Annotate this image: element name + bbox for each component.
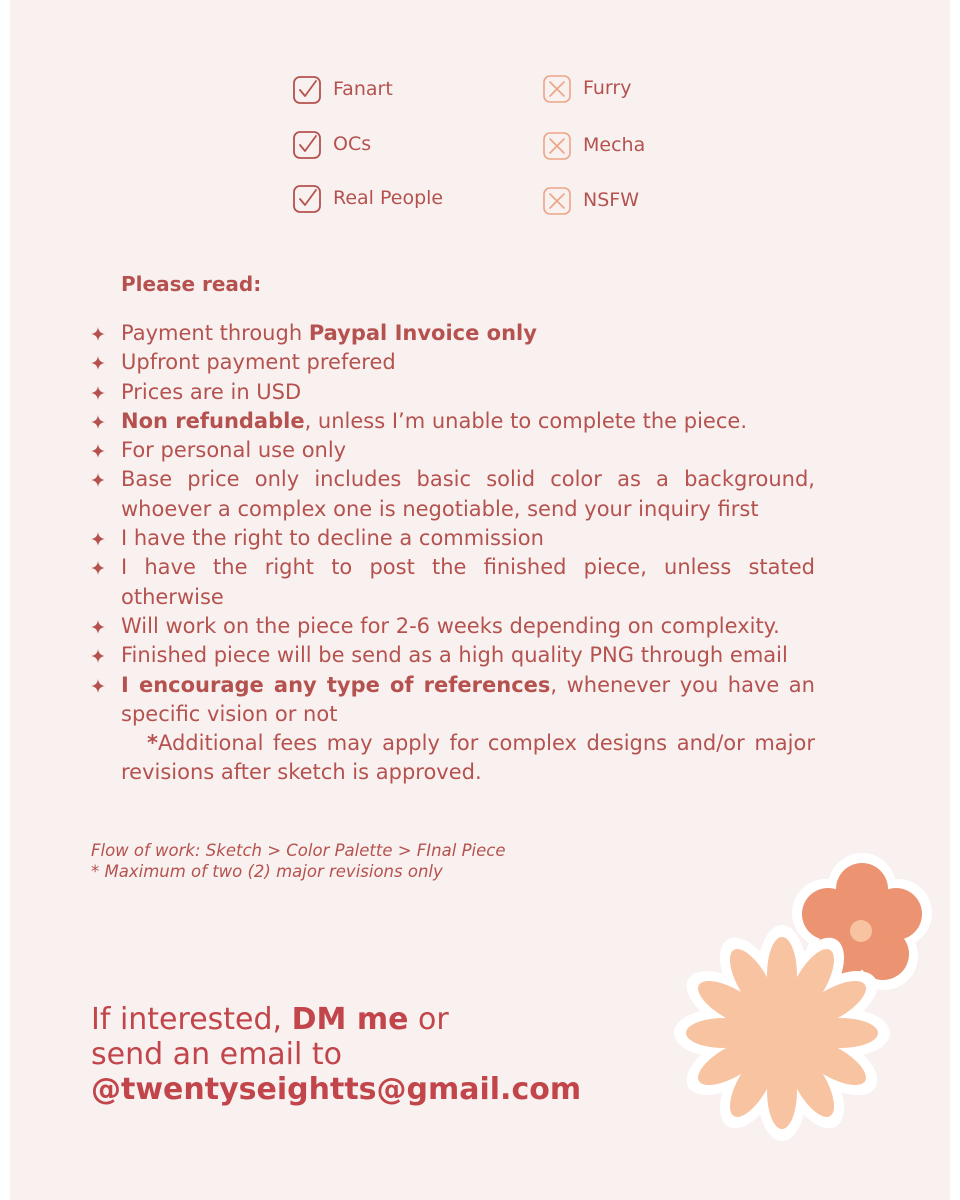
sparkle-icon xyxy=(91,561,105,575)
rule-item xyxy=(91,553,815,612)
flow-of-work-line: Flow of work: Sketch > Color Palette > FInal Piece xyxy=(91,841,506,860)
workflow-notes xyxy=(91,840,505,882)
cross-icon xyxy=(543,132,569,158)
rule-text: Base price only includes basic solid color as a background, whoever a complex one is negotiable, send your inquiry first xyxy=(121,467,815,521)
rule-item xyxy=(91,465,815,524)
rule-text: For personal use only xyxy=(121,438,347,463)
rule-item xyxy=(91,319,815,348)
rule-text: Will work on the piece for 2-6 weeks depending on complexity. xyxy=(121,613,780,638)
cta-text-or: or xyxy=(408,1002,449,1037)
additional-fees-note xyxy=(91,729,815,788)
rule-text-post: , unless I’m unable to complete the piece. xyxy=(304,408,747,433)
rule-item xyxy=(91,524,815,553)
rule-bold: I encourage any type of references xyxy=(121,672,551,697)
rules-list xyxy=(91,319,815,788)
check-icon xyxy=(293,76,319,102)
not-allowed-item-nsfw xyxy=(543,187,639,213)
rule-text: Finished piece will be send as a high quality PNG through email xyxy=(121,643,788,668)
not-allowed-item-furry xyxy=(543,75,631,101)
rule-item xyxy=(91,641,815,670)
sparkle-icon xyxy=(91,356,105,370)
check-icon xyxy=(293,185,319,211)
note-asterisk: * xyxy=(147,731,158,756)
sparkle-icon xyxy=(91,327,105,341)
allowed-item-ocs xyxy=(293,131,371,157)
commission-info-page xyxy=(10,0,950,1200)
cta-line-1 xyxy=(91,1002,581,1037)
allowed-item-fanart xyxy=(293,76,393,102)
rule-text: I have the right to post the finished piece, unless stated otherwise xyxy=(121,555,815,609)
rule-item xyxy=(91,436,815,465)
category-label: NSFW xyxy=(583,189,639,211)
email-link[interactable] xyxy=(91,1072,581,1107)
note-text: Additional fees may apply for complex designs and/or major revisions after sketch is approved. xyxy=(121,731,815,785)
rule-text: Upfront payment prefered xyxy=(121,350,396,375)
dm-me-link[interactable]: DM me xyxy=(291,1002,409,1037)
sparkle-icon xyxy=(91,473,105,487)
sparkle-icon xyxy=(91,532,105,546)
category-label: Mecha xyxy=(583,134,646,156)
contact-call-to-action xyxy=(91,1002,581,1107)
rule-text: Payment through xyxy=(121,321,309,345)
rule-bold: Paypal Invoice only xyxy=(308,321,537,345)
sparkle-icon xyxy=(91,649,105,663)
rule-item xyxy=(91,612,815,641)
rule-item xyxy=(91,348,815,377)
category-label: Furry xyxy=(583,77,632,99)
check-icon xyxy=(293,131,319,157)
category-label: OCs xyxy=(333,133,372,155)
sparkle-icon xyxy=(91,415,105,429)
category-label: Fanart xyxy=(333,78,393,100)
allowed-item-real-people xyxy=(293,185,443,211)
email-address[interactable]: @twentyseightts@gmail.com xyxy=(91,1072,582,1107)
flowers-illustration xyxy=(670,850,950,1150)
rule-bold: Non refundable xyxy=(121,408,305,433)
category-label: Real People xyxy=(333,187,444,209)
not-allowed-item-mecha xyxy=(543,132,645,158)
cta-line-2: send an email to xyxy=(91,1037,343,1072)
sparkle-icon xyxy=(91,444,105,458)
rule-item xyxy=(91,671,815,730)
cross-icon xyxy=(543,187,569,213)
cross-icon xyxy=(543,75,569,101)
rule-text: Prices are in USD xyxy=(121,379,302,404)
please-read-heading: Please read: xyxy=(121,272,262,296)
sparkle-icon xyxy=(91,620,105,634)
rule-text: I have the right to decline a commission xyxy=(121,526,544,551)
rule-text-post: , whenever you have an specific vision or not xyxy=(121,672,815,726)
rule-item xyxy=(91,407,815,436)
rule-item xyxy=(91,378,815,407)
cta-text: If interested, xyxy=(91,1002,292,1037)
sparkle-icon xyxy=(91,386,105,400)
revision-limit-line: * Maximum of two (2) major revisions only xyxy=(91,862,443,881)
sparkle-icon xyxy=(91,679,105,693)
